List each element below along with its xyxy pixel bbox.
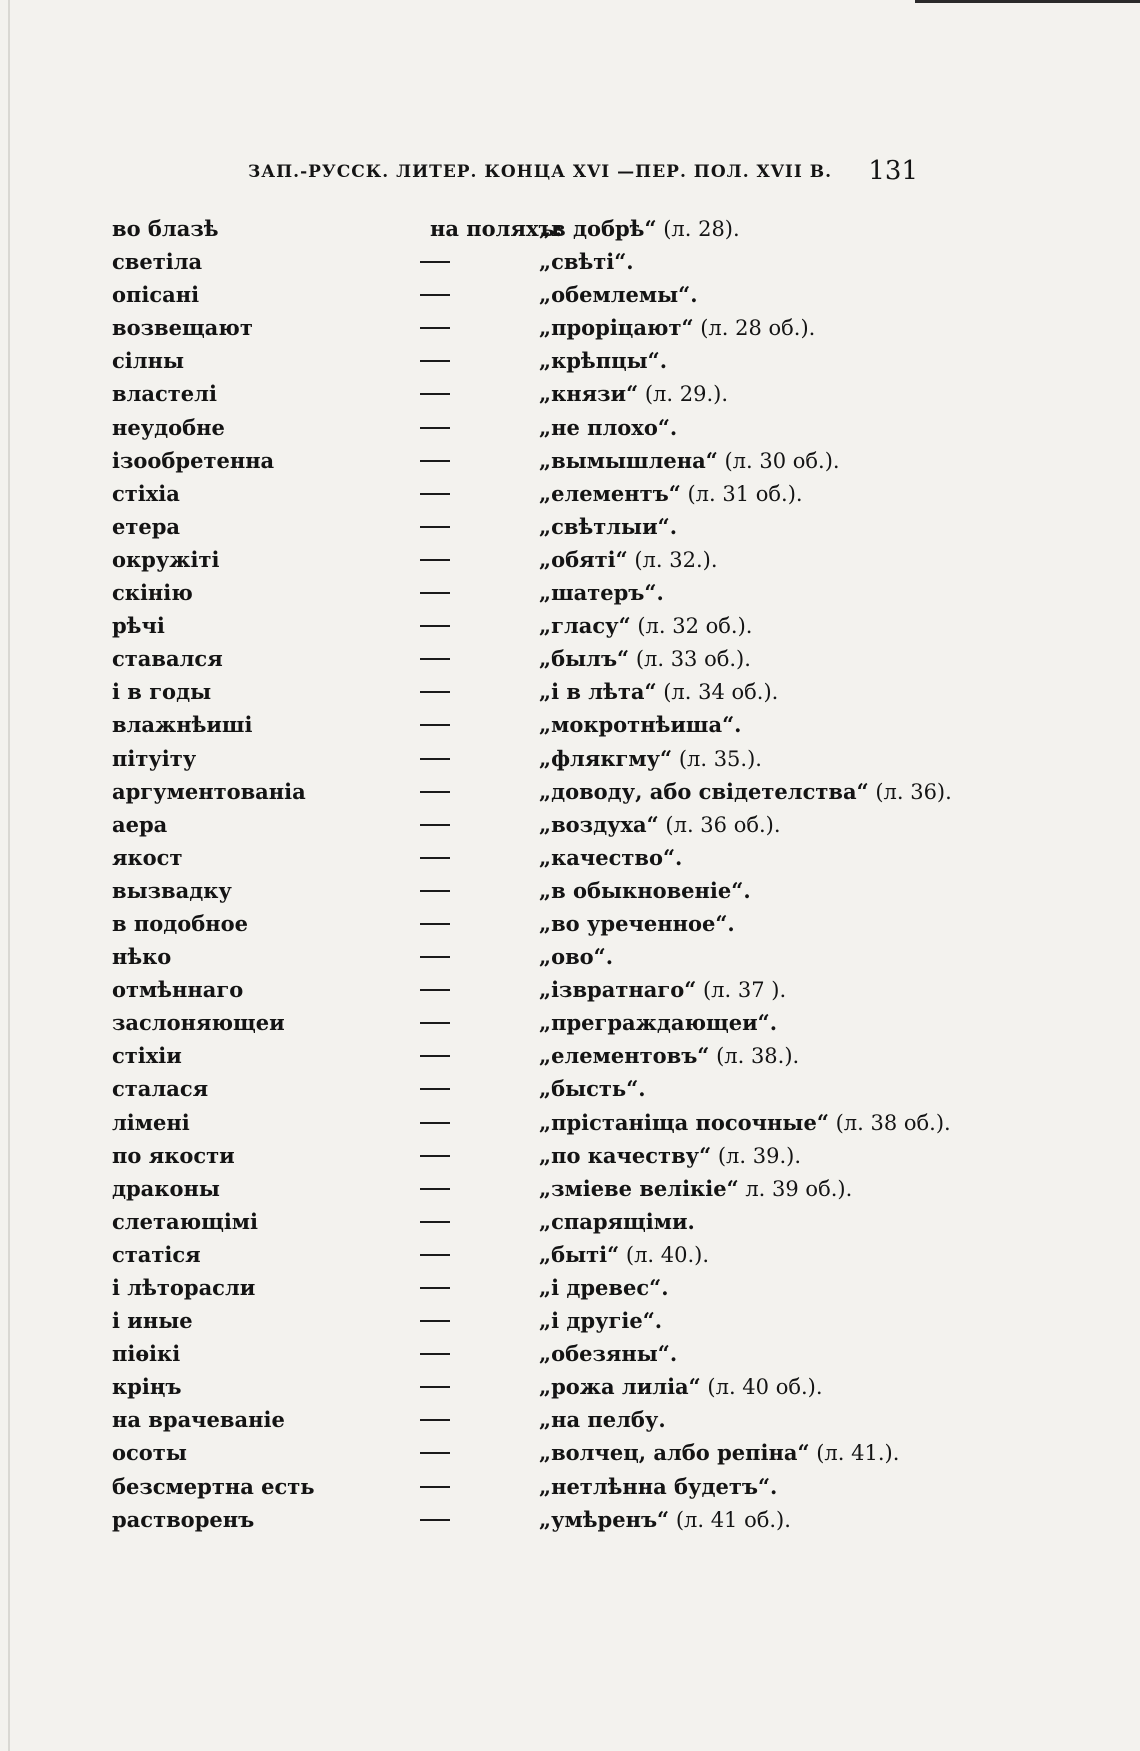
glossary-row: [112, 1503, 952, 1536]
gloss-word: „былъ“: [539, 646, 630, 672]
gloss-word: „ізвратнаго“: [539, 977, 697, 1003]
glossary-row: [112, 841, 952, 874]
glossary-term: якост: [112, 844, 183, 870]
gloss-word: „умѣренъ“: [539, 1506, 670, 1532]
gloss-word: „мокротнѣиша“.: [539, 712, 742, 738]
page-header: [248, 156, 918, 192]
glossary-gloss: [539, 477, 803, 511]
glossary-term: сталася: [112, 1076, 209, 1102]
glossary-term: слетающімі: [112, 1208, 259, 1234]
glossary-term: возвещают: [112, 315, 253, 341]
glossary-row: [112, 1205, 952, 1238]
glossary-gloss: [539, 1370, 823, 1404]
ditto-dash: [420, 890, 450, 892]
glossary-row: [112, 1304, 952, 1337]
gloss-word: „доводу, або свідетелства“: [539, 778, 869, 804]
ditto-dash: [420, 393, 450, 395]
glossary-row: [112, 344, 952, 377]
ditto-dash: [420, 1287, 450, 1289]
glossary-gloss: [539, 1503, 791, 1537]
leaf-reference: (л. 32 об.).: [630, 614, 753, 639]
ditto-dash: [420, 327, 450, 329]
ditto-dash: [420, 294, 450, 296]
leaf-reference: (л. 37 ).: [696, 978, 787, 1003]
glossary-term: рѣчі: [112, 613, 165, 639]
ditto-dash: [420, 592, 450, 594]
ditto-dash: [420, 1452, 450, 1454]
leaf-reference: (л. 34 об.).: [656, 680, 779, 705]
ditto-dash: [420, 1486, 450, 1488]
glossary-row: [112, 874, 952, 907]
glossary-row: [112, 477, 952, 510]
glossary-list: [112, 212, 952, 1536]
glossary-row: [112, 642, 952, 675]
gloss-word: „ово“.: [539, 944, 614, 970]
glossary-term: отмѣннаго: [112, 977, 244, 1003]
glossary-row: [112, 1106, 952, 1139]
ditto-dash: [420, 427, 450, 429]
gloss-word: „шатеръ“.: [539, 580, 664, 606]
glossary-gloss: [539, 1271, 669, 1305]
gloss-word: „преграждающеи“.: [539, 1010, 778, 1036]
ditto-dash: [420, 989, 450, 991]
glossary-gloss: [539, 742, 762, 776]
ditto-dash: [420, 1022, 450, 1024]
glossary-row: [112, 1139, 952, 1172]
glossary-gloss: [539, 609, 752, 643]
glossary-term: властелі: [112, 381, 217, 407]
glossary-gloss: [539, 642, 751, 676]
glossary-term: вызвадку: [112, 877, 232, 903]
leaf-reference: (л. 36).: [868, 779, 952, 804]
glossary-row: [112, 973, 952, 1006]
leaf-reference: (л. 35.).: [672, 746, 762, 771]
glossary-term: і лѣторасли: [112, 1275, 256, 1300]
glossary-term: на врачеваніе: [112, 1407, 285, 1433]
ditto-dash: [420, 857, 450, 859]
glossary-row: [112, 377, 952, 410]
ditto-dash: [420, 758, 450, 760]
glossary-gloss: [539, 1470, 777, 1504]
glossary-row: [112, 1006, 952, 1039]
ditto-dash: [420, 1088, 450, 1090]
glossary-term: заслоняющеи: [112, 1010, 285, 1036]
gloss-word: „обемлемы“.: [539, 282, 698, 308]
gloss-word: „і другіе“.: [539, 1308, 663, 1334]
gloss-word: „обезяны“.: [539, 1341, 678, 1367]
page-number: 131: [868, 156, 918, 186]
gloss-word: „воздуха“: [539, 811, 659, 837]
glossary-gloss: [539, 1304, 662, 1338]
gloss-word: „рожа лиліа“: [539, 1374, 701, 1400]
glossary-term: опісані: [112, 282, 200, 308]
glossary-term: безсмертна есть: [112, 1473, 315, 1499]
gloss-word: „на пелбу.: [539, 1407, 666, 1433]
running-head: ЗАП.-РУССК. ЛИТЕР. КОНЦА XVI —ПЕР. ПОЛ. XVII В.: [248, 162, 833, 182]
glossary-row: [112, 1403, 952, 1436]
ditto-dash: [420, 1155, 450, 1157]
glossary-gloss: [539, 411, 677, 445]
glossary-gloss: [539, 1006, 777, 1040]
glossary-row: [112, 907, 952, 940]
ditto-dash: [420, 1188, 450, 1190]
gloss-word: „во уреченное“.: [539, 910, 735, 936]
glossary-gloss: [539, 1238, 709, 1272]
ditto-dash: [420, 1122, 450, 1124]
gloss-word: „в добрѣ“: [539, 216, 657, 241]
gloss-word: „свѣті“.: [539, 249, 634, 275]
gloss-word: „проріцают“: [539, 315, 694, 341]
glossary-row: [112, 675, 952, 708]
glossary-term: сілны: [112, 348, 184, 374]
glossary-gloss: [539, 708, 741, 742]
gloss-word: „прістаніща посочные“: [539, 1109, 829, 1135]
top-edge-rule: [915, 0, 1140, 3]
gloss-word: „і в лѣта“: [539, 679, 657, 705]
glossary-gloss: [539, 940, 613, 974]
glossary-term: пітуіту: [112, 745, 197, 771]
ditto-dash: [420, 691, 450, 693]
gloss-word: „гласу“: [539, 613, 631, 639]
glossary-gloss: [539, 1039, 799, 1073]
glossary-term: скінію: [112, 580, 193, 606]
ditto-dash: [420, 460, 450, 462]
glossary-gloss: [539, 245, 634, 279]
glossary-gloss: [539, 1436, 899, 1470]
glossary-term: в подобное: [112, 910, 249, 936]
glossary-gloss: [539, 1172, 852, 1206]
glossary-gloss: [539, 1337, 677, 1371]
gloss-word: „нетлѣнна будетъ“.: [539, 1473, 778, 1499]
ditto-dash: [420, 724, 450, 726]
gloss-word: „свѣтлыи“.: [539, 513, 678, 539]
glossary-row: [112, 278, 952, 311]
leaf-reference: (л. 38.).: [709, 1044, 800, 1069]
glossary-gloss: [539, 808, 781, 842]
leaf-reference: (л. 39.).: [711, 1143, 802, 1168]
gloss-word: „елементъ“: [539, 480, 681, 506]
glossary-row: [112, 1172, 952, 1205]
glossary-term: неудобне: [112, 414, 225, 440]
gloss-word: „елементовъ“: [539, 1043, 710, 1069]
glossary-term: і в годы: [112, 679, 212, 705]
glossary-term: влажнѣиші: [112, 712, 253, 738]
ditto-dash: [420, 791, 450, 793]
glossary-gloss: [539, 775, 952, 809]
leaf-reference: (л. 28).: [656, 217, 740, 241]
ditto-dash: [420, 493, 450, 495]
glossary-term: стіхіа: [112, 480, 180, 506]
glossary-gloss: [539, 907, 735, 941]
leaf-reference: (л. 32.).: [627, 547, 718, 572]
glossary-term: аргументованіа: [112, 778, 306, 804]
glossary-row: [112, 775, 952, 808]
glossary-row: [112, 212, 952, 245]
glossary-gloss: [539, 841, 682, 875]
glossary-term: драконы: [112, 1175, 220, 1201]
glossary-term: окружіті: [112, 546, 220, 572]
glossary-row: [112, 1271, 952, 1304]
glossary-gloss: [539, 344, 667, 378]
glossary-gloss: [539, 377, 728, 411]
page-left-edge: [8, 0, 10, 1751]
leaf-reference: (л. 33 об.).: [629, 647, 751, 672]
gloss-word: „быті“: [539, 1241, 620, 1267]
glossary-gloss: [539, 1403, 666, 1437]
glossary-term: ізообретенна: [112, 447, 275, 473]
ditto-dash: [420, 360, 450, 362]
glossary-row: [112, 609, 952, 642]
glossary-row: [112, 311, 952, 344]
glossary-term: ставался: [112, 646, 223, 672]
glossary-gloss: [539, 311, 815, 345]
gloss-word: „князи“: [539, 381, 639, 407]
gloss-word: „волчец, албо репіна“: [539, 1440, 810, 1466]
ditto-dash: [420, 824, 450, 826]
gloss-word: „і древес“.: [539, 1275, 669, 1300]
glossary-term: осоты: [112, 1440, 187, 1466]
glossary-row: [112, 742, 952, 775]
gloss-word: „зміеве велікіе“: [539, 1175, 739, 1201]
gloss-word: „обяті“: [539, 546, 628, 572]
gloss-word: „флякгму“: [539, 745, 673, 771]
glossary-term: аера: [112, 811, 168, 837]
leaf-reference: л. 39 об.).: [738, 1176, 853, 1201]
margin-label: на поляхъ:: [430, 216, 563, 241]
glossary-term: светіла: [112, 249, 203, 275]
ditto-dash: [420, 526, 450, 528]
glossary-gloss: [539, 874, 751, 908]
glossary-gloss: [539, 1072, 646, 1106]
glossary-gloss: [539, 278, 698, 312]
ditto-dash: [420, 1519, 450, 1521]
gloss-word: „не плохо“.: [539, 414, 678, 440]
glossary-gloss: [539, 1205, 695, 1239]
gloss-word: „спарящіми.: [539, 1208, 695, 1234]
leaf-reference: (л. 36 об.).: [658, 812, 781, 837]
gloss-word: „качество“.: [539, 844, 683, 870]
ditto-dash: [420, 1419, 450, 1421]
leaf-reference: (л. 30 об.).: [717, 448, 840, 473]
glossary-row: [112, 1337, 952, 1370]
ditto-dash: [420, 1353, 450, 1355]
gloss-word: „крѣпцы“.: [539, 348, 668, 374]
glossary-row: [112, 1470, 952, 1503]
ditto-dash: [420, 658, 450, 660]
glossary-row: [112, 1436, 952, 1469]
glossary-row: [112, 708, 952, 741]
glossary-row: [112, 808, 952, 841]
ditto-dash: [420, 1320, 450, 1322]
leaf-reference: (л. 40.).: [619, 1242, 710, 1267]
gloss-word: „бысть“.: [539, 1076, 646, 1102]
glossary-gloss: [539, 576, 664, 610]
glossary-gloss: [539, 212, 740, 246]
glossary-row: [112, 543, 952, 576]
glossary-row: [112, 940, 952, 973]
leaf-reference: (л. 41 об.).: [669, 1507, 791, 1532]
glossary-term: по якости: [112, 1142, 235, 1168]
glossary-term: етера: [112, 513, 181, 539]
glossary-row: [112, 411, 952, 444]
gloss-word: „вымышлена“: [539, 447, 718, 473]
glossary-row: [112, 576, 952, 609]
glossary-term: статіся: [112, 1241, 201, 1267]
glossary-row: [112, 510, 952, 543]
ditto-dash: [420, 1386, 450, 1388]
leaf-reference: (л. 38 об.).: [828, 1110, 951, 1135]
glossary-gloss: [539, 444, 840, 478]
glossary-gloss: [539, 510, 677, 544]
glossary-row: [112, 444, 952, 477]
glossary-term: лімені: [112, 1109, 190, 1135]
glossary-gloss: [539, 675, 778, 709]
glossary-term: кріңъ: [112, 1374, 182, 1400]
glossary-term: піѳікі: [112, 1341, 181, 1367]
ditto-dash: [420, 559, 450, 561]
glossary-gloss: [539, 1139, 801, 1173]
leaf-reference: (л. 28 об.).: [693, 316, 816, 341]
ditto-dash: [420, 261, 450, 263]
glossary-term: стіхіи: [112, 1043, 182, 1069]
ditto-dash: [420, 1055, 450, 1057]
glossary-gloss: [539, 543, 718, 577]
gloss-word: „по качеству“: [539, 1142, 712, 1168]
glossary-gloss: [539, 973, 786, 1007]
glossary-gloss: [539, 1106, 951, 1140]
ditto-dash: [420, 956, 450, 958]
glossary-row: [112, 1039, 952, 1072]
glossary-term: растворенъ: [112, 1506, 255, 1532]
leaf-reference: (л. 40 об.).: [700, 1375, 823, 1400]
ditto-dash: [420, 1254, 450, 1256]
glossary-row: [112, 1238, 952, 1271]
ditto-dash: [420, 923, 450, 925]
glossary-row: [112, 1370, 952, 1403]
leaf-reference: (л. 31 об.).: [680, 481, 803, 506]
glossary-term: і иные: [112, 1308, 193, 1334]
glossary-row: [112, 245, 952, 278]
gloss-word: „в обыкновеніе“.: [539, 877, 751, 903]
leaf-reference: (л. 29.).: [638, 382, 729, 407]
ditto-dash: [420, 1221, 450, 1223]
leaf-reference: (л. 41.).: [809, 1441, 900, 1466]
ditto-dash: [420, 625, 450, 627]
glossary-term: нѣко: [112, 944, 172, 970]
glossary-term: во блазѣ: [112, 216, 219, 241]
glossary-row: [112, 1072, 952, 1105]
